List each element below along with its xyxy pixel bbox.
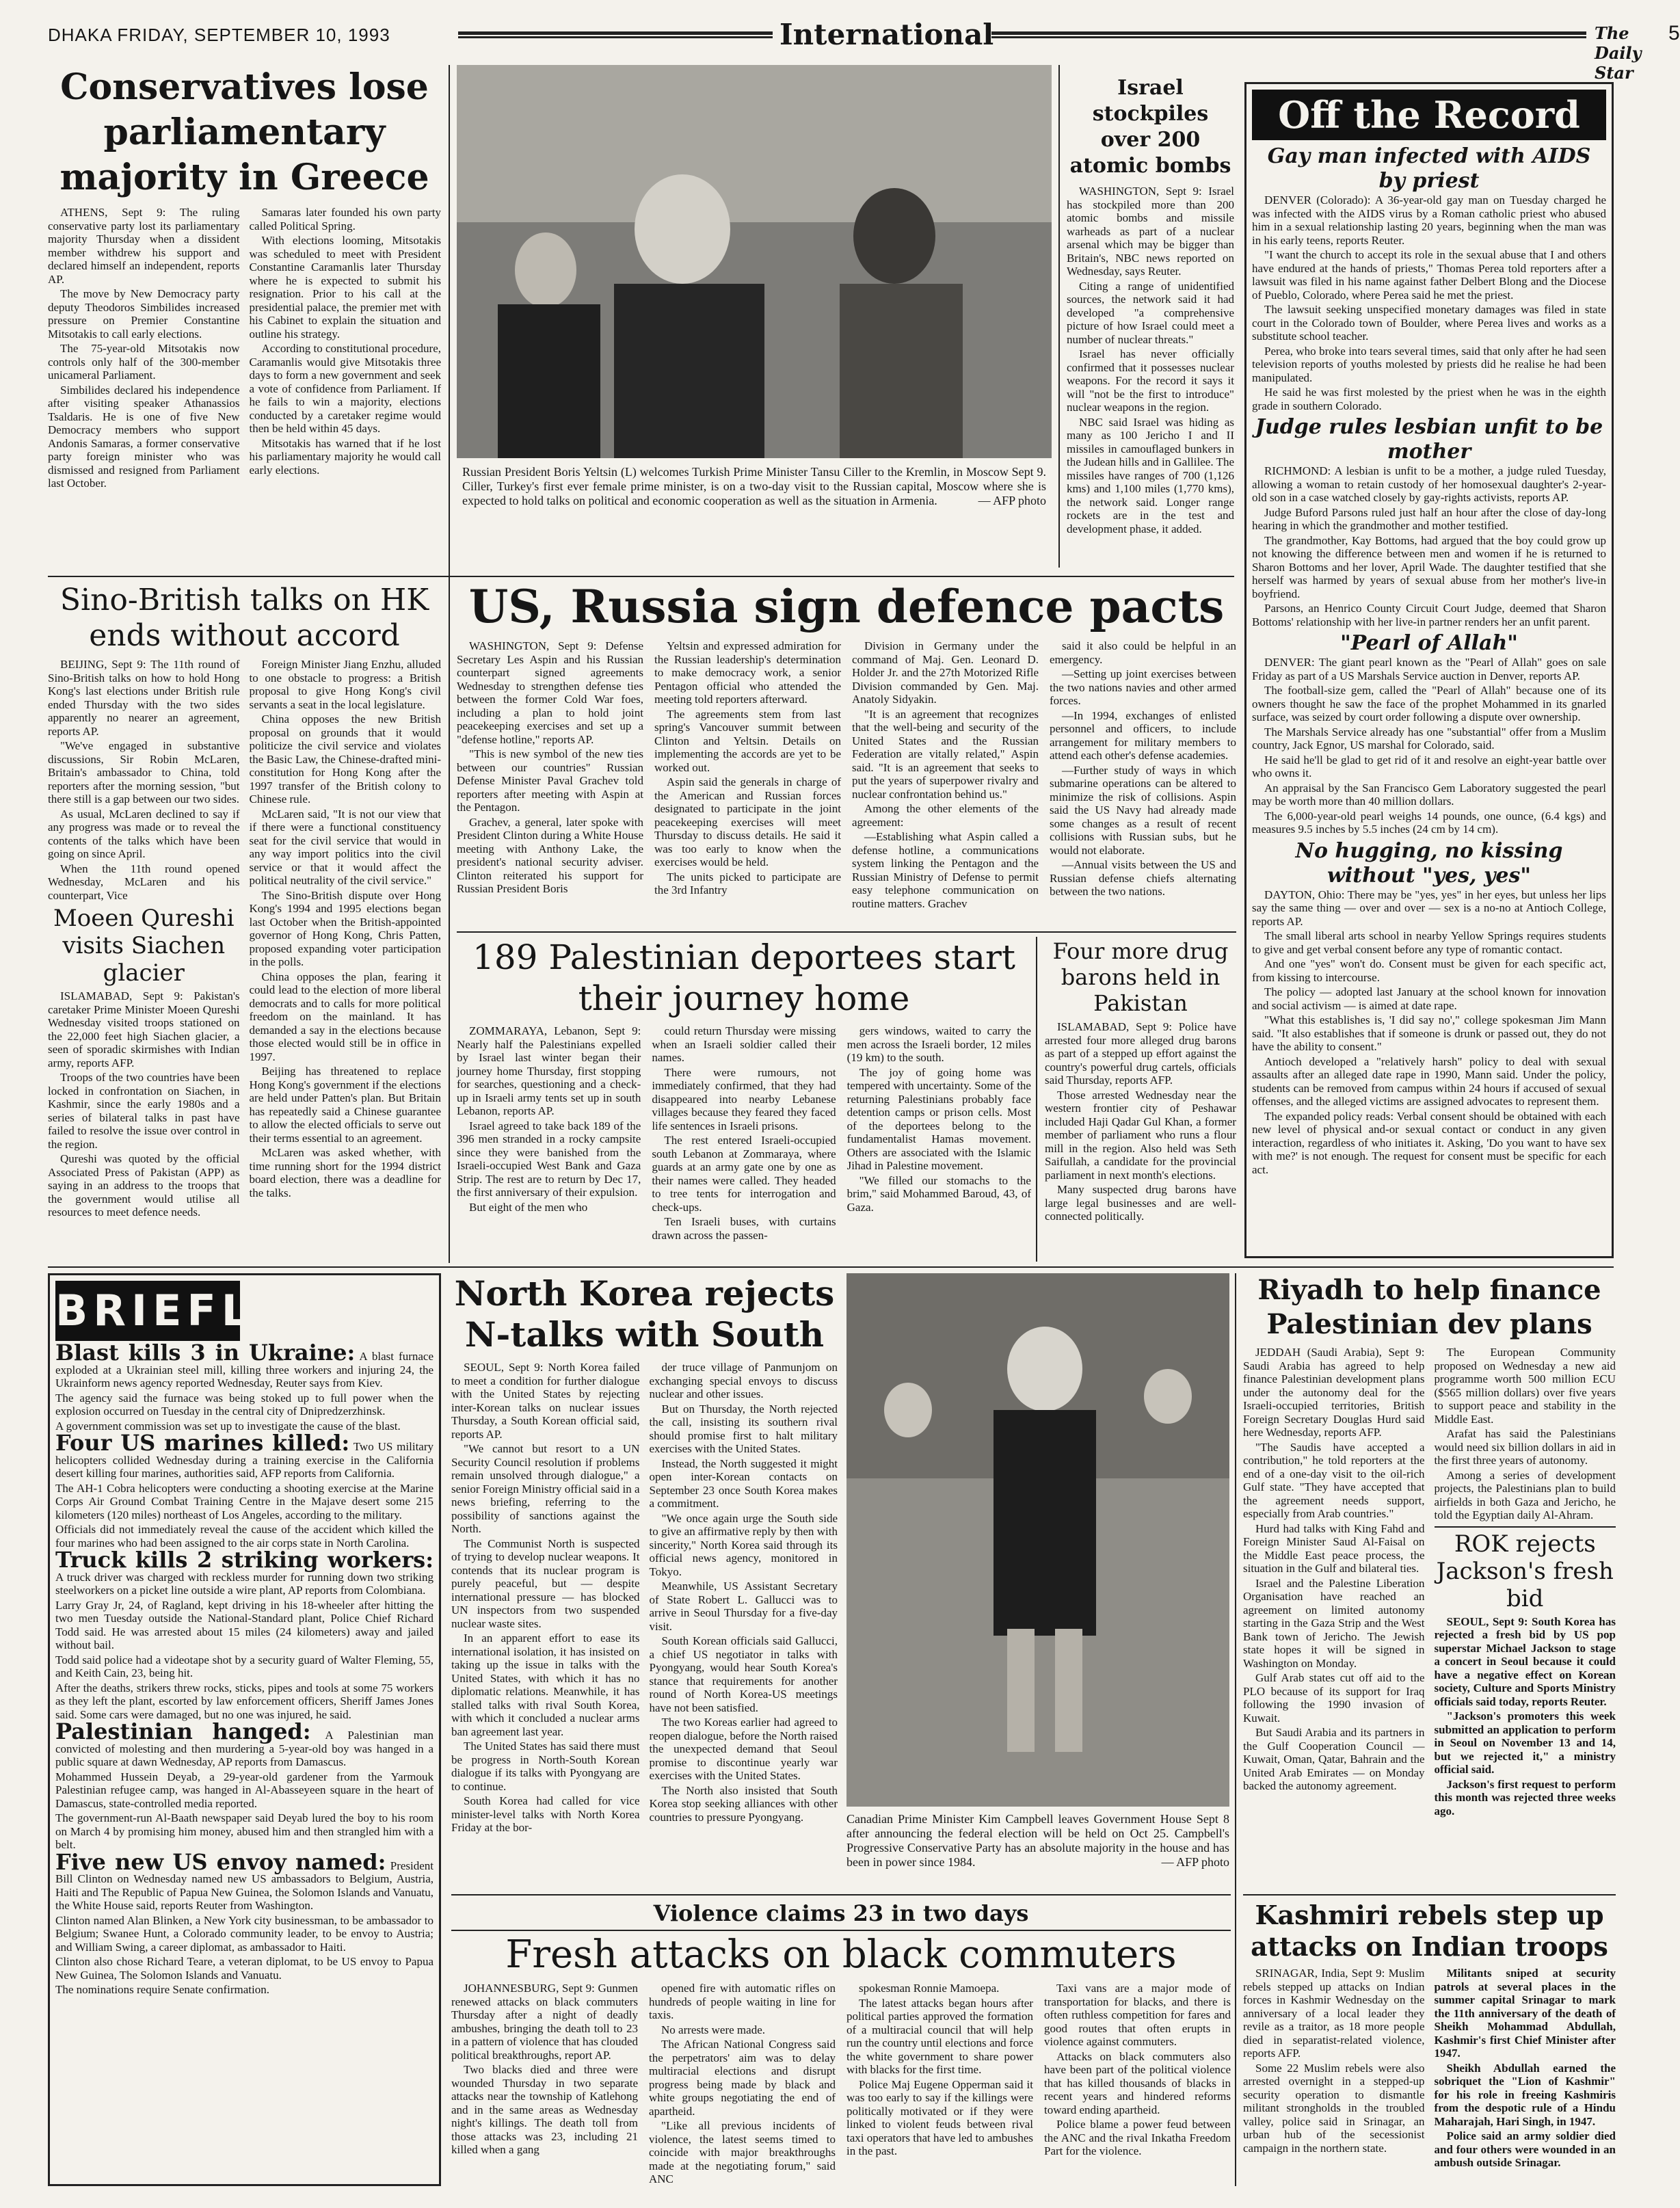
paragraph: NBC said Israel was hiding as many as 100 Jericho I and II missiles in camouflaged bunkers in the Judean hills and in Gallilee. The missiles have ranges of 700 (1,126 kms) and 1,100 miles (1,770 kms), the network said. Longer range rockets are in the test and development phase, it added. — [1067, 415, 1234, 535]
paragraph: The football-size gem, called the "Pearl of Allah" because one of its owners thought he saw the face of the prophet Mohammed in its gnarled surface, was seized by court order following a dispute over ownership. — [1252, 684, 1606, 723]
paragraph: Two blacks died and three were wounded Thursday in two separate attacks near the township of Katlehong and in the same areas as Wednesday night's killings. The death toll from those attacks was 23, including 21 killed when a gang — [451, 2063, 638, 2156]
section-rule-right — [991, 31, 1586, 38]
kashmir-story — [1243, 1900, 1616, 2187]
qureshi-headline: Moeen Qureshi visits Siachen glacier — [53, 905, 235, 987]
paragraph: Police blame a power feud between the ANC and the rival Inkatha Freedom Part for the violence. — [1044, 2118, 1231, 2157]
deportees-headline: 189 Palestinian deportees start their journey home — [472, 937, 1015, 1018]
photo-credit: — AFP photo — [1161, 1855, 1229, 1869]
photo-credit: — AFP photo — [978, 494, 1046, 507]
paragraph: Beijing has threatened to replace Hong Kong's government if the elections are held under Patten's plan. But Britain has repeatedly said a Chinese guarantee to allow the elected officials to serve out their terms essential to an agreement. — [249, 1065, 441, 1145]
sino-british-story — [48, 583, 441, 1263]
dateline: DHAKA FRIDAY, SEPTEMBER 10, 1993 — [48, 25, 390, 45]
brief-title: Truck kills 2 striking workers: — [55, 1547, 434, 1573]
story-title: No hugging, no kissing without "yes, yes" — [1295, 838, 1563, 888]
brief-title: Five new US envoy named: — [55, 1848, 386, 1875]
paragraph: The 6,000-year-old pearl weighs 14 pounds, one ounce, (6.4 kgs) and measures 9.5 inches by 5.5 inches (24 cm by 14 cm). — [1252, 809, 1606, 836]
paragraph: Meanwhile, US Assistant Secretary of State Robert L. Gallucci was to arrive in Seoul Thursday for a five-day visit. — [649, 1580, 838, 1633]
section-rule-left — [458, 31, 773, 38]
nkorea-story — [451, 1273, 838, 1889]
violence-col-3 — [846, 1982, 1033, 2187]
paragraph: BEIJING, Sept 9: The 11th round of Sino-British talks on how to hold Hong Kong's last elections under British rule ended Thursday with the two sides apparently no nearer an agreement, reports AP. — [48, 658, 240, 738]
column-rule — [1058, 65, 1060, 568]
paragraph: Some 22 Muslim rebels were also arrested overnight in a stepped-up security operation to dismantle militant strongholds in the troubled valley, police said in Srinagar, an urban hub of the secessionist campaign in the northern state. — [1243, 2061, 1425, 2155]
sino-headline: Sino-British talks on HK ends without accord — [59, 583, 429, 653]
paragraph: Foreign Minister Jiang Enzhu, alluded to one obstacle to progress: a British proposal to give Hong Kong's civil servants a seat in the local legislature. — [249, 658, 441, 711]
brief-lead — [55, 1848, 434, 1913]
paragraph: RICHMOND: A lesbian is unfit to be a mother, a judge ruled Tuesday, allowing a woman to retain custody of her homosexual daughter's 2-year-old son in a case watched closely by gay-rights activists, reports AP. — [1252, 464, 1606, 504]
paragraph: gers windows, waited to carry the men across the Israeli border, 12 miles (19 km) to the south. — [846, 1024, 1031, 1064]
paragraph: ISLAMABAD, Sept 9: Police have arrested four more alleged drug barons as part of a stepped up effort against the country's powerful drug cartels, officials said Thursday, reports AFP. — [1045, 1020, 1236, 1087]
paragraph: Instead, the North suggested it might open inter-Korean contacts on September 23 once South Korea makes a commitment. — [649, 1457, 838, 1510]
paragraph: der truce village of Panmunjom on exchanging special envoys to discuss nuclear and other issues. — [649, 1361, 838, 1400]
section-rule — [1243, 1894, 1616, 1896]
paragraph: Antioch developed a "relatively harsh" policy to deal with sexual assaults after an alleged date rape in 1990, Mann said. Under the policy, students can be removed from campus within 24 hours if accused of sexual offenses, and the alleged victims are assigned advocates to represent them. — [1252, 1054, 1606, 1108]
paragraph: The move by New Democracy party deputy Theodoros Simbilides increased pressure on Premier Constantine Mitsotakis to call early elections. — [48, 287, 240, 341]
section-title: International — [779, 18, 994, 51]
paragraph: In an apparent effort to ease its international isolation, it has insisted on taking up the issue in talks with the United States, with which it has no diplomatic relations. Meanwhile, it has stalled talks with rival South Korea, with which it concluded a nuclear arms ban agreement last year. — [451, 1632, 640, 1738]
riyadh-col-2 — [1435, 1346, 1616, 1819]
paragraph: Larry Gray Jr, 24, of Ragland, kept driving in his 18-wheeler after hitting the two men Tuesday outside the National-Standard plant, Police Chief Richard Todd said. He was arrested about 15 miles (24 kilometers) away and jailed without bail. — [55, 1598, 434, 1651]
paragraph: The African National Congress said the perpetrators' aim was to delay multiracial elections and disrupt progress being made by black and white groups negotiating the end of apartheid. — [649, 2038, 836, 2118]
paragraph: The policy — adopted last January at the school known for innovation and social activism — is aimed at date rape. — [1252, 985, 1606, 1012]
paragraph: Simbilides declared his independence after visiting speaker Athanassios Tsaldaris. He is one of five New Democracy members who support Andonis Samaras, a former conservative party foreign minister who was dismissed and resigned from Parliament last October. — [48, 383, 240, 490]
paragraph: —Further study of ways in which submarine operations can be altered to minimize the risk of collisions. Aspin said the US Navy had already made some changes as a result of recent collisions with Russian subs, but he would not elaborate. — [1050, 763, 1236, 857]
kashmir-col-2 — [1435, 1967, 1616, 2171]
paragraph: The United States has said there must be progress in North-South Korean dialogue if its talks with Pyongyang are to continue. — [451, 1740, 640, 1793]
paragraph: DENVER: The giant pearl known as the "Pearl of Allah" goes on sale Friday as part of a US Marshals Service auction in Denver, reports AP. — [1252, 656, 1606, 682]
paragraph: Troops of the two countries have been locked in confrontation on Siachen, in Kashmir, since the early 1980s and a series of bilateral talks in past have failed to resolve the issue over control in the region. — [48, 1071, 240, 1151]
paragraph: China opposes the plan, fearing it could lead to the election of more liberal democrats and to calls for more political freedom on the mainland. It has demanded a say in the elections because those elected would still be in office in 1997. — [249, 970, 441, 1063]
paragraph: DENVER (Colorado): A 36-year-old gay man on Tuesday charged he was infected with the AIDS virus by a Roman catholic priest who abused him in a sexual relationship lasting 20 years, beginning when the man was in his early teens, reports Reuter. — [1252, 194, 1606, 247]
violence-col-4 — [1044, 1982, 1231, 2187]
briefly-banner: BRIEFLY — [55, 1281, 240, 1341]
drug-body — [1045, 1020, 1236, 1223]
brief-lead — [55, 1547, 434, 1597]
drug-story — [1045, 938, 1236, 1263]
paragraph: Perea, who broke into tears several times, said that only after he had seen television reports of youths molested by priests did he realise he had been manipulated. — [1252, 344, 1606, 384]
paragraph: After the deaths, strikers threw rocks, sticks, pipes and tools at some 75 workers as they left the plant, escorted by law enforcement officers, Sheriff James Jones said. Some cars were damaged, but no one was injured, he said. — [55, 1681, 434, 1721]
defence-headline: US, Russia sign defence pacts — [468, 580, 1225, 633]
paragraph: Clinton named Alan Blinken, a New York city businessman, to be ambassador to Belgium; Swanee Hunt, a Colorado community leader, to be envoy to Austria; and William Swing, a career diplomat, as ambassador to Haiti. — [55, 1913, 434, 1954]
paragraph: "We've engaged in substantive discussions, Sir Robin McLaren, Britain's ambassador to China, told reporters after the morning session, "but there still is a gap between our two sides. — [48, 739, 240, 806]
paragraph: The 75-year-old Mitsotakis now controls only half of the 300-member unicameral Parliament. — [48, 342, 240, 382]
brief-item — [55, 1718, 434, 1852]
paragraph: —Annual visits between the US and Russian defense chiefs alternating between the two nations. — [1050, 858, 1236, 898]
violence-kicker: Violence claims 23 in two days — [451, 1900, 1231, 1931]
paragraph: McLaren said, "It is not our view that if there were a functional constituency seat for the civil service that would in any way import politics into the civil service or that it would affect the political neutrality of the civil service." — [249, 807, 441, 887]
paragraph: China opposes the new British proposal on grounds that it would politicize the civil service and violates the Basic Law, the Chinese-drafted mini-constitution for Hong Kong after the 1997 transfer of the British colony to Chinese rule. — [249, 713, 441, 806]
photo-illustration — [846, 1273, 1229, 1807]
off-record-banner: Off the Record — [1252, 90, 1606, 140]
brief-title: Palestinian hanged: — [55, 1718, 311, 1744]
paragraph: ZOMMARAYA, Lebanon, Sept 9: Nearly half the Palestinians expelled by Israel last winter began their journey home Thursday, first stopping for searches, questioning and a check-up in Israeli army tents set up in south Lebanon, reports AP. — [457, 1024, 641, 1117]
paragraph: The North also insisted that South Korea stop seeking alliances with other countries to pressure Pyongyang. — [649, 1783, 838, 1824]
brief-lead-text: A truck driver was charged with reckless murder for running down two striking steelworkers on a picket line outside a wire plant, AP reports from Colombiana. — [55, 1570, 434, 1597]
paragraph: Samaras later founded his own party called Political Spring. — [249, 206, 441, 232]
brief-lead-text: A blast furnace exploded at a Ukrainian steel mill, killing three workers and injuring 24, the Ukrainform news agency reported Wednesday, Reuter says from Kiev. — [55, 1350, 434, 1389]
paragraph: SEOUL, Sept 9: North Korea failed to meet a condition for further dialogue with the United States by rejecting inter-Korean talks on nuclear issues Thursday, a South Korean official said, reports AP. — [451, 1361, 640, 1441]
greece-col-2 — [250, 206, 442, 492]
paragraph: Judge Buford Parsons ruled just half an hour after the close of day-long hearing in which the grandmother and mother testified. — [1252, 505, 1606, 532]
photo-illustration — [457, 65, 1052, 458]
paragraph: Parsons, an Henrico County Circuit Court Judge, deemed that Sharon Bottoms' relationship with her live-in partner renders her an unfit parent. — [1252, 602, 1606, 628]
riyadh-headline: Riyadh to help finance Palestinian dev plans — [1257, 1274, 1601, 1340]
paragraph: Sheikh Abdullah earned the sobriquet the "Lion of Kashmir" for his role in freeing Kashmiris from the despotic rule of a Hindu Maharajah, Hari Singh, in 1947. — [1434, 2061, 1616, 2128]
deportees-col-1 — [457, 1024, 641, 1243]
brief-lead — [55, 1340, 434, 1390]
paragraph: Officials did not immediately reveal the cause of the accident which killed the four marines who had been assigned to the air corps state in North Carolina. — [55, 1523, 434, 1549]
paragraph: South Korea had called for vice minister-level talks with North Korea Friday at the bor- — [451, 1794, 640, 1834]
paper-name: The Daily Star — [1595, 23, 1642, 83]
riyadh-col-2-text — [1435, 1346, 1616, 1522]
sino-col-1-text — [48, 658, 240, 902]
paragraph: Taxi vans are a major mode of transportation for blacks, and there is often ruthless competition for fares and good routes that often erupts in violence against commuters. — [1044, 1982, 1231, 2048]
column-rule — [1235, 1273, 1236, 2186]
kashmir-headline: Kashmiri rebels step up attacks on Indian troops — [1251, 1900, 1608, 1962]
israel-story — [1067, 75, 1234, 568]
paragraph: The Communist North is suspected of trying to develop nuclear weapons. It contends that its nuclear program is purely peaceful, but — despite international pressure — has blocked UN inspectors from two suspended nuclear waste sites. — [451, 1537, 640, 1630]
campbell-photo-block — [846, 1273, 1229, 1889]
section-rule — [48, 1266, 1614, 1268]
paragraph: When the 11th round opened Wednesday, McLaren and his counterpart, Vice — [48, 862, 240, 902]
paragraph: —Setting up joint exercises between the two nations navies and other armed forces. — [1050, 667, 1236, 707]
story-title: "Pearl of Allah" — [1340, 631, 1518, 655]
greece-headline: Conservatives lose parliamentary majority in Greece — [59, 66, 429, 198]
nkorea-col-1 — [451, 1361, 640, 1836]
paragraph: Mitsotakis has warned that if he lost his parliamentary majority he would call early elections. — [249, 436, 441, 477]
caption-text: Russian President Boris Yeltsin (L) welcomes Turkish Prime Minister Tansu Ciller to the Kremlin, in Moscow Sept 9. Ciller, Turkey's first ever female prime minister, is on a two-day visit to the Russian capital, Moscow where she is expected to hold talks on political and economic cooperation as well as the situation in Armenia. — [462, 465, 1046, 507]
paragraph: The nominations require Senate confirmation. — [55, 1983, 269, 1996]
paragraph: Israel and the Palestine Liberation Organisation have reached an agreement on limited autonomy starting in the Gaza Strip and the West Bank town of Jericho. The Jewish state hopes it will be signed in Washington on Monday. — [1243, 1576, 1425, 1670]
defence-col-3 — [852, 639, 1039, 912]
paragraph: A government commission was set up to investigate the cause of the blast. — [55, 1419, 401, 1433]
column-rule — [1036, 937, 1037, 1262]
yeltsin-ciller-photo — [457, 65, 1052, 458]
paragraph: The small liberal arts school in nearby Yellow Springs requires students to give and get verbal consent before any type of romantic contact. — [1252, 929, 1606, 956]
section-rule — [457, 931, 1236, 933]
paragraph: Aspin said the generals in charge of the American and Russian forces designated to participate in the joint peacekeeping exercises will meet Thursday to discuss details. He said it was too early to know when the exercises would be held. — [654, 775, 841, 868]
paragraph: And one "yes" won't do. Consent must be given for each specific act, from kissing to intercourse. — [1252, 957, 1606, 984]
brief-lead-text: A Palestinian man convicted of molesting and then murdering a 5-year-old boy was hanged in a public square at dawn Wednesday, AP reports from Damascus. — [55, 1729, 434, 1768]
paragraph: Qureshi was quoted by the official Associated Press of Pakistan (APP) as saying in an address to the troops that the government would utilise all resources to meet defence needs. — [48, 1152, 240, 1219]
paragraph: McLaren was asked whether, with time running short for the 1994 district board election, there was a deadline for the talks. — [249, 1146, 441, 1199]
off-the-record-box — [1244, 82, 1614, 1258]
paragraph: SRINAGAR, India, Sept 9: Muslim rebels stepped up attacks on Indian forces in Kashmir Wednesday on the anniversary of a local leader they revile as a traitor, as 18 more people died in separatist-related violence, reports AFP. — [1243, 1967, 1425, 2060]
rok-headline: ROK rejects Jackson's fresh bid — [1436, 1530, 1614, 1612]
paragraph: He said he was first molested by the priest when he was in the eighth grade in southern Colorado. — [1252, 386, 1606, 412]
paragraph: ISLAMABAD, Sept 9: Pakistan's caretaker Prime Minister Moeen Qureshi Wednesday visited troops stationed on the 22,000 feet high Siachen glacier, a seen of sporadic skirmishes with Indian army, reports AFP. — [48, 989, 240, 1069]
paragraph: —In 1994, exchanges of enlisted personnel and officers, to include arrangement for military members to attend each other's defense academies. — [1050, 708, 1236, 762]
paragraph: But eight of the men who — [469, 1200, 588, 1214]
caption-text: Canadian Prime Minister Kim Campbell leaves Government House Sept 8 after announcing the federal election will be held on Oct 25. Campbell's Progressive Conservative Party has an absolute majority in the house and has been in power since 1984. — [846, 1812, 1229, 1869]
yeltsin-photo-caption — [457, 465, 1052, 508]
paragraph: spokesman Ronnie Mamoepa. — [859, 1982, 1000, 1995]
paragraph: SEOUL, Sept 9: South Korea has rejected a fresh bid by US pop superstar Michael Jackson to stage a concert in Seoul because it could have a negative effect on Korean society, Culture and Sports Ministry officials said today, reports Reuter. — [1434, 1614, 1616, 1708]
defence-col-2 — [654, 639, 841, 912]
paragraph: Gulf Arab states cut off aid to the PLO because of its support for Iraq following the 1990 invasion of Kuwait. — [1243, 1671, 1425, 1725]
deportees-col-3 — [847, 1024, 1031, 1243]
paragraph: The European Community proposed on Wednesday a new aid programme worth 500 million ECU ($565 million dollars) over five years to support peace and stability in the Middle East. — [1434, 1346, 1616, 1426]
paragraph: "I want the church to accept its role in the sexual abuse that I and others have endured at the hands of priests," Thomas Perea told reporters after a lawsuit was filed in his name against father Delbert Blong and the Diocese of Pueblo, Colorado, where Perea said he met the priest. — [1252, 248, 1606, 302]
paragraph: Israel has never officially confirmed that it possesses nuclear weapons. For the record it says it will "not be the first to introduce" nuclear weapons in the region. — [1067, 347, 1234, 414]
deportees-col-2 — [652, 1024, 836, 1243]
paragraph: According to constitutional procedure, Caramanlis would give Mitsotakis three days to form a new government and seek a vote of confidence from Parliament. If he fails to win a majority, elections conducted by a caretaker regime would then be held within 45 days. — [249, 342, 441, 435]
paragraph: WASHINGTON, Sept 9: Defense Secretary Les Aspin and his Russian counterpart signed agreements Wednesday to strengthen defense ties between the former Cold War foes, including a plan to hold joint peacekeeping exercises and set up a "defense hotline," reports AP. — [457, 639, 643, 746]
paragraph: Grachev, a general, later spoke with President Clinton during a White House meeting with Anthony Lake, the president's national security adviser. Clinton reiterated his support for Russian President Boris — [457, 815, 643, 895]
paragraph: WASHINGTON, Sept 9: Israel has stockpiled more than 200 atomic bombs and missile warheads as part of a nuclear arsenal which may be bigger than Britain's, NBC news reported on Wednesday, says Reuter. — [1067, 185, 1234, 278]
paragraph: "It is an agreement that recognizes that the well-being and security of the United States and the Russian Federation are vitally related," Aspin said. "It is an agreement that seeks to put the years of superpower rivalry and nuclear confrontation behind us." — [852, 707, 1039, 801]
brief-title: Four US marines killed: — [55, 1430, 350, 1456]
riyadh-story — [1243, 1273, 1616, 1889]
paragraph: "We cannot but resort to a UN Security Council resolution if problems remain unsolved through dialogue," a senior Foreign Ministry official said in a news briefing, referring to the possibility of sanctions against the North. — [451, 1442, 640, 1535]
violence-headline: Fresh attacks on black commuters — [505, 1932, 1177, 1977]
defence-col-1 — [457, 639, 643, 912]
brief-item — [55, 1547, 434, 1721]
riyadh-col-1 — [1243, 1346, 1425, 1819]
masthead — [48, 18, 1680, 83]
paragraph: "This is new symbol of the new ties between our countries" Russian Defense Minister Paval Grachev told reporters after meeting with Aspin at the Pentagon. — [457, 747, 643, 814]
paragraph: The units picked to participate are the 3rd Infantry — [654, 870, 841, 896]
paragraph: —Establishing what Aspin called a defense hotline, a communications system linking the Pentagon and the Russian Ministry of Defense to permit easy telephone communication on routine matters. Grachev — [852, 830, 1039, 910]
paragraph: There were rumours, not immediately confirmed, that they had disappeared into nearby Lebanese villages because they feared they faced life sentences in Israeli prisons. — [652, 1065, 836, 1132]
paragraph: JEDDAH (Saudi Arabia), Sept 9: Saudi Arabia has agreed to help finance Palestinian development plans under the autonomy deal for the Israeli-occupied territories, British Foreign Secretary Douglas Hurd said here Wednesday, reports AFP. — [1243, 1346, 1425, 1439]
nkorea-col-2 — [650, 1361, 838, 1836]
violence-col-1 — [451, 1982, 638, 2187]
paragraph: opened fire with automatic rifles on hundreds of people waiting in line for taxis. — [649, 1982, 836, 2021]
paragraph: "Like all previous incidents of violence, the latest seems timed to coincide with major breakthroughs made at the negotiating forum," said ANC — [649, 2119, 836, 2185]
paragraph: Among a series of development projects, the Palestinians plan to build airfields in both Gaza and Jericho, he told the Egyptian daily Al-Ahram. — [1434, 1468, 1616, 1521]
paragraph: JOHANNESBURG, Sept 9: Gunmen renewed attacks on black commuters Thursday after a night of deadly ambushes, bringing the death toll to 23 in a pattern of violence that has clouded political breakthroughs, report AP. — [451, 1982, 638, 2062]
paragraph: Many suspected drug barons have large legal businesses and are well-connected politically. — [1045, 1183, 1236, 1223]
paragraph: The grandmother, Kay Bottoms, had argued that the boy could grow up not knowing the difference between men and women if he is returned to Sharon Bottoms and her lover, April Wade. The daughter testified that she herself was harmed by years of sexual abuse from her mother's live-in boyfriend. — [1252, 533, 1606, 600]
sino-col-2 — [250, 658, 442, 1221]
paragraph: Police Maj Eugene Opperman said it was too early to say if the killings were politically motivated or if they were linked to violent feuds between rival taxi operators that have led to ambushes in the past. — [846, 2077, 1033, 2157]
brief-lead — [55, 1430, 434, 1480]
paragraph: Police said an army soldier died and four others were wounded in an ambush outside Srinagar. — [1434, 2129, 1616, 2169]
drug-headline: Four more drug barons held in Pakistan — [1052, 938, 1229, 1016]
paragraph: Militants sniped at security patrols at several places in the summer capital Srinagar to mark the 11th anniversary of the death of Sheikh Mohammad Abdullah, Kashmir's first Chief Minister after 1947. — [1434, 1967, 1616, 2060]
brief-item — [55, 1430, 434, 1549]
paragraph: Mohammed Hussein Deyab, a 29-year-old gardener from the Yarmouk Palestinian refugee camp, was hanged in Al-Abasseyeen square in the heart of Damascus, state-controlled media reported. — [55, 1770, 434, 1810]
paragraph: South Korean officials said Gallucci, a chief US negotiator in talks with Pyongyang, would hear South Korea's stance that requirements for another round of North Korea-US meetings have not been satisfied. — [649, 1634, 838, 1714]
paragraph: Hurd had talks with King Fahd and Foreign Minister Saud Al-Faisal on the Middle East peace process, the situation in the Gulf and bilateral ties. — [1243, 1521, 1425, 1575]
paragraph: Arafat has said the Palestinians would need six billion dollars in aid in the first three years of autonomy. — [1434, 1427, 1616, 1467]
paragraph: As usual, McLaren declined to say if any progress was made or to reveal the contents of the talks which have been going on since April. — [48, 807, 240, 860]
brief-title: Blast kills 3 in Ukraine: — [55, 1340, 356, 1366]
story-title: Gay man infected with AIDS by priest — [1267, 144, 1591, 193]
violence-col-2 — [649, 1982, 836, 2187]
campbell-photo — [846, 1273, 1229, 1807]
page-number: 5 — [1668, 22, 1680, 44]
story-title: Judge rules lesbian unfit to be mother — [1255, 415, 1603, 464]
brief-lead-text: President Bill Clinton on Wednesday named new US ambassadors to Belgium, Austria, Haiti and The Republic of Papua New Guinea, the Solomon Islands and Vanuatu, the White House said, reports Reuter from Washington. — [55, 1859, 434, 1912]
paragraph: He said he'll be glad to get rid of it and resolve an eight-year battle over who owns it. — [1252, 753, 1606, 780]
defence-story — [457, 578, 1236, 927]
paragraph: Yeltsin and expressed admiration for the Russian leadership's determination to make democracy work, a senior Pentagon official who attended the meeting told reporters afterward. — [654, 639, 841, 706]
paragraph: "Jackson's promoters this week submitted an application to perform in Seoul on November 13 and 14, but we rejected it," a ministry official said. — [1434, 1710, 1616, 1776]
paragraph: But Saudi Arabia and its partners in the Gulf Cooperation Council — Kuwait, Oman, Qatar, Bahrain and the United Arab Emirates — on Monday backed the autonomy agreement. — [1243, 1726, 1425, 1792]
israel-headline: Israel stockpiles over 200 atomic bombs — [1069, 76, 1231, 178]
paragraph: With elections looming, Mitsotakis was scheduled to meet with President Constantine Caramanlis later Thursday where he is expected to submit his resignation. Prior to his call at the presidential palace, the premier met with his Cabinet to explain the situation and outline his strategy. — [249, 234, 441, 341]
section-rule — [451, 1894, 1231, 1896]
nkorea-headline: North Korea rejects N-talks with South — [454, 1273, 835, 1355]
paragraph: An appraisal by the San Francisco Gem Laboratory suggested the pearl may be worth more than 40 million dollars. — [1252, 781, 1606, 808]
paragraph: The agreements stem from last spring's Vancouver summit between Clinton and Yeltsin. Details on implementing the accords are yet to be worked out. — [654, 707, 841, 774]
paragraph: The Marshals Service already has one "substantial" offer from a Muslim country, Jack Egnor, US marshal for Colorado, said. — [1252, 725, 1606, 751]
paragraph: Jackson's first request to perform this month was rejected three weeks ago. — [1434, 1777, 1616, 1818]
paragraph: ATHENS, Sept 9: The ruling conservative party lost its parliamentary majority Thursday when a dissident member withdrew his support and declared himself an independent, reports AP. — [48, 206, 240, 286]
story-body — [1252, 656, 1606, 836]
paragraph: DAYTON, Ohio: There may be "yes, yes" in her eyes, but unless her lips say the same thing — over and over — sex is a no-no at Antioch College, reports AP. — [1252, 888, 1606, 928]
paragraph: No arrests were made. — [661, 2023, 765, 2036]
paragraph: But on Thursday, the North rejected the call, insisting its southern rival should promise first to halt military exercises with the United States. — [649, 1402, 838, 1455]
yeltsin-photo-block — [457, 65, 1052, 568]
story-body — [1252, 888, 1606, 1177]
paragraph: The two Koreas earlier had agreed to reopen dialogue, before the North raised the unexpected demand that Seoul promise to discontinue yearly war exercises with the United States. — [649, 1716, 838, 1782]
kashmir-col-1 — [1243, 1967, 1425, 2171]
paragraph: The lawsuit seeking unspecified monetary damages was filed in state court in the Colorado town of Boulder, where Perea lives and works as a substitute school teacher. — [1252, 303, 1606, 343]
campbell-photo-caption — [846, 1812, 1229, 1870]
paragraph: The latest attacks began hours after political parties approved the formation of a multiracial council that will help run the country until elections and force the white government to share power with blacks for the first time. — [846, 1996, 1033, 2076]
paragraph: The government-run Al-Baath newspaper said Deyab lured the boy to his room on March 4 by promising him money, abused him and then strangled him with a belt. — [55, 1811, 434, 1851]
column-rule — [449, 65, 450, 585]
paragraph: The joy of going home was tempered with uncertainty. Some of the returning Palestinians probably face detention camps or prison cells. Most of the deportees belong to the fundamentalist Hamas movement. Others are associated with the Islamic Jihad in Palestine movement. — [846, 1065, 1031, 1172]
paragraph: Attacks on black commuters also have been part of the political violence that has killed thousands of blacks in recent years and hindered reforms toward ending apartheid. — [1044, 2049, 1231, 2116]
section-rule — [48, 576, 1234, 577]
paragraph: The rest entered Israeli-occupied south Lebanon at Zommaraya, where guards at an army gate one by one as their names were called. They headed to tree tents for interrogation and check-ups. — [652, 1134, 836, 1214]
brief-item — [55, 1340, 434, 1433]
greece-col-1 — [48, 206, 240, 492]
israel-body — [1067, 185, 1234, 535]
paragraph: The expanded policy reads: Verbal consent should be obtained with each new level of physical and-or sexual contact or conduct in any given interaction, regardless of who initiates it. Asking, 'Do you want to have sex with me?' is not enough. The request for consent must be specific for each act. — [1252, 1109, 1606, 1176]
paragraph: Clinton also chose Richard Teare, a veteran diplomat, to be US envoy to Papua New Guinea, The Solomon Islands and Vanuatu. — [55, 1955, 434, 1982]
paragraph: The Sino-British dispute over Hong Kong's 1994 and 1995 elections began last October when the British-appointed governor of Hong Kong, Chris Patten, proposed expanding voter participation in the polls. — [249, 888, 441, 968]
paragraph: "The Saudis have accepted a contribution," he told reporters at the end of a one-day visit to the oil-rich Gulf state. "They have accepted that the agreement needs support, especially from Arab countries." — [1243, 1440, 1425, 1520]
paragraph: could return Thursday were missing when an Israeli soldier called their names. — [652, 1024, 836, 1064]
rok-body — [1435, 1615, 1616, 1818]
deportees-story — [457, 937, 1031, 1262]
paragraph: Among the other elements of the agreement: — [852, 802, 1039, 829]
greece-story — [48, 65, 441, 568]
paragraph: Todd said police had a videotape shot by a security guard of Walter Fleming, 55, and Keith Cain, 23, being hit. — [55, 1653, 434, 1679]
column-rule — [449, 583, 450, 1263]
story-body — [1252, 194, 1606, 412]
paragraph: Those arrested Wednesday near the western frontier city of Peshawar included Haji Qadar Gul Khan, a former member of parliament who runs a flour mill in the region. Also held was Seth Saifullah, a candidate for the provincial parliament in next month's elections. — [1045, 1088, 1236, 1182]
brief-item — [55, 1848, 434, 1997]
briefly-box — [48, 1273, 441, 2186]
paragraph: Israel agreed to take back 189 of the 396 men stranded in a rocky campsite since they were banished from the Israeli-occupied West Bank and Gaza Strip. The rest are to return by Dec 17, the first anniversary of their expulsion. — [457, 1119, 641, 1199]
qureshi-body — [48, 989, 240, 1219]
paragraph: "We once again urge the South side to give an affirmative reply by then with sincerity," North Korea said through its official news agency, monitored in Tokyo. — [649, 1511, 838, 1578]
paragraph: Ten Israeli buses, with curtains drawn across the passen- — [652, 1215, 836, 1242]
defence-col-4 — [1050, 639, 1236, 912]
story-body — [1252, 464, 1606, 628]
paragraph: said it also could be helpful in an emergency. — [1050, 639, 1236, 666]
sino-col-1 — [48, 658, 240, 1221]
paragraph: "We filled our stomachs to the brim," said Mohammed Baroud, 43, of Gaza. — [846, 1173, 1031, 1214]
violence-story — [451, 1900, 1231, 2187]
brief-lead — [55, 1718, 434, 1769]
paragraph: Division in Germany under the command of Maj. Gen. Leonard D. Holder Jr. and the 27th Motorized Rifle Division commanded by Gen. Maj. Anatoly Sidyakin. — [852, 639, 1039, 706]
paragraph: "What this establishes is, 'I did say no'," college spokesman Jim Mann said. "It also establishes that if someone is drunk or passed out, they do not have the ability to consent." — [1252, 1013, 1606, 1053]
paragraph: Citing a range of unidentified sources, the network said it had developed "a comprehensive picture of how Israel could meet a number of nuclear threats." — [1067, 279, 1234, 346]
paragraph: The agency said the furnace was being stoked up to full power when the explosion occurred on Tuesday in the central city of Dnipredzerzhinsk. — [55, 1391, 434, 1418]
paragraph: The AH-1 Cobra helicopters were conducting a shooting exercise at the Marine Corps Air Ground Combat Training Centre in the Majave desert some 215 kilometers (120 miles) northeast of Los Angeles, according to the military. — [55, 1481, 434, 1521]
brief-lead-text: Two US military helicopters collided Wednesday during a training exercise in the California desert killing four marines, authorities said, AFP reports from California. — [55, 1440, 434, 1480]
